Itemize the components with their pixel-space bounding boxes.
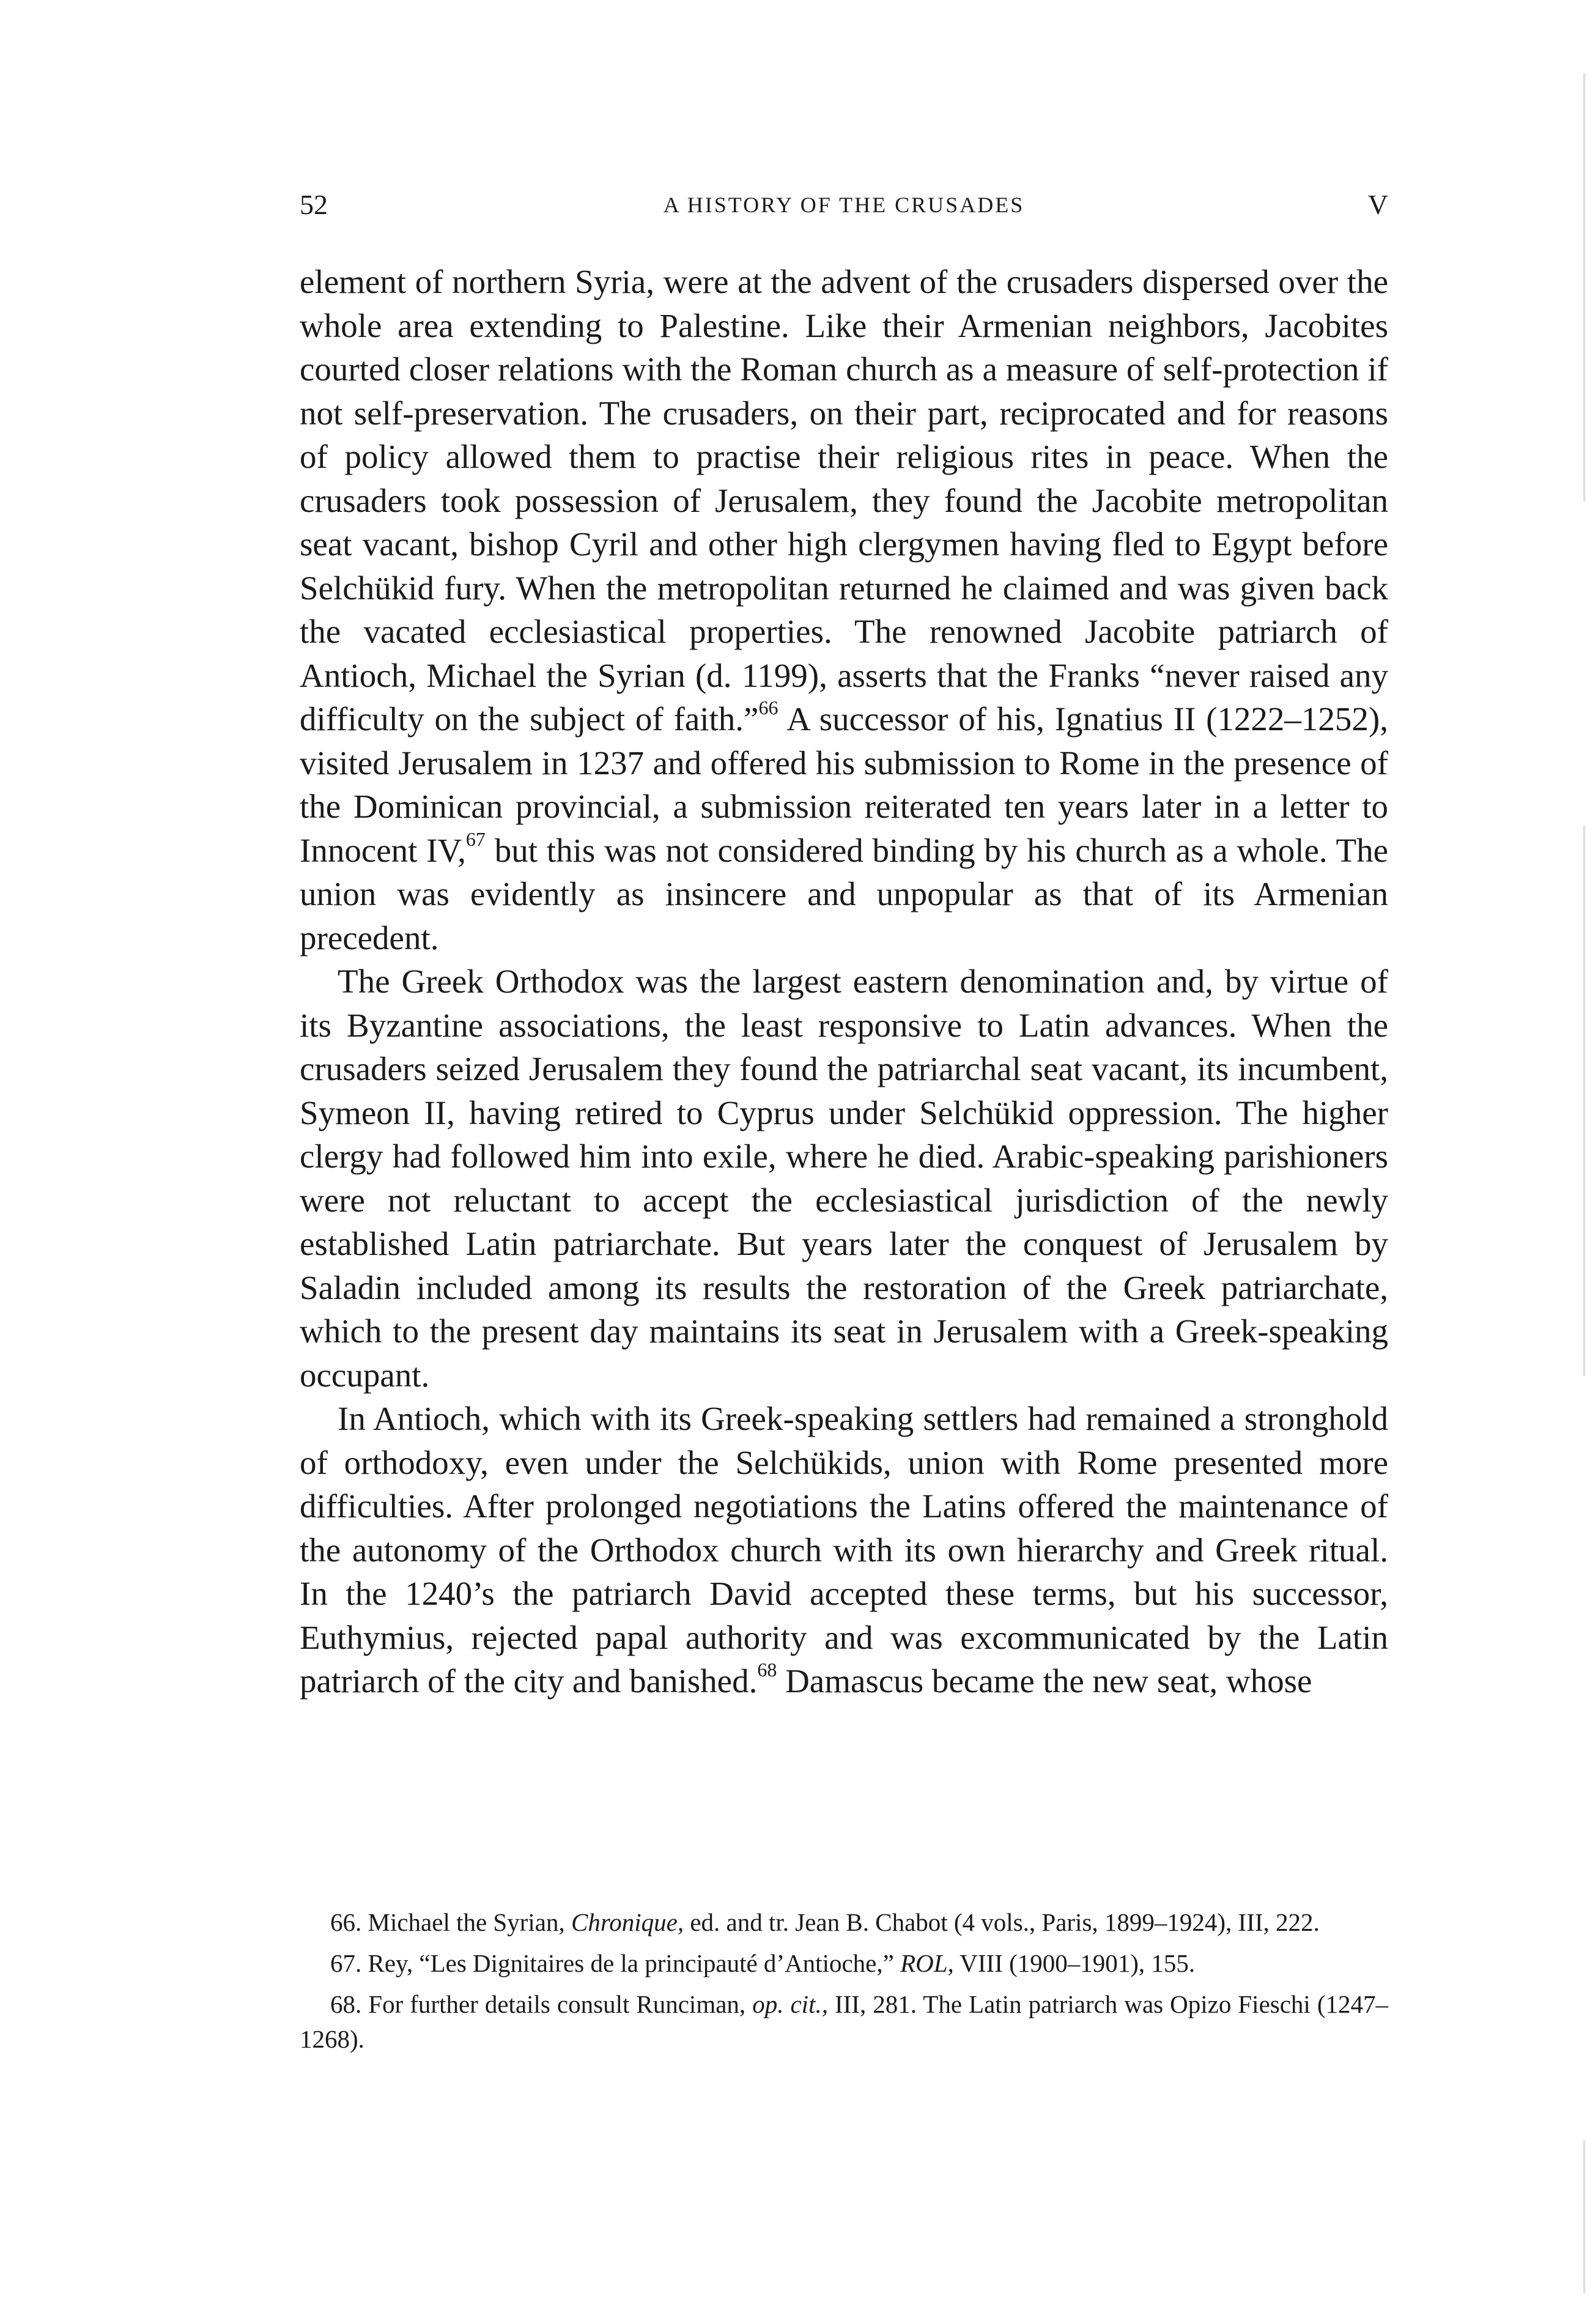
footnotes [300, 1905, 1388, 2057]
running-title: A HISTORY OF THE CRUSADES [663, 193, 1025, 217]
footnote-66-italic: Chronique, [571, 1908, 684, 1936]
paragraph-3-part-a: In Antioch, which with its Greek-speaking settlers had remained a stronghold of orthodoxy, even under the Selchükids, union with Rome presented more difficulties. After prolonged negotiations the Latins offered the maintenance of the autonomy of the Orthodox church with its own hierarchy and Greek ritual. In the 1240’s the patriarch David accepted these terms, but his successor, Euthymius, rejected papal authority and was excommunicated by the Latin patriarch of the city and banished. [300, 1400, 1388, 1700]
footnote-68 [300, 1987, 1388, 2057]
footnote-67-italic: ROL, [900, 1949, 954, 1977]
page-number: 52 [300, 189, 328, 220]
footnote-68-part-b: III, 281. The Latin patriarch was Opizo Fieschi (1247–1268). [300, 1990, 1388, 2053]
paragraph-1-part-c: but this was not considered binding by his church as a whole. The union was evidently as insincere and unpopular as that of its Armenian precedent. [300, 831, 1388, 957]
scan-edge-shadow [1583, 73, 1585, 501]
paragraph-1-part-a: element of northern Syria, were at the advent of the crusaders dispersed over the whole area extending to Palestine. Like their Armenian neighbors, Jacobites courted closer relations with the Roman church as a measure of self-protection if not self-preservation. The crusaders, on their part, reciprocated and for reasons of policy allowed them to practise their religious rites in peace. When the crusaders took possession of Jerusalem, they found the Jacobite metropolitan seat vacant, bishop Cyril and other high clergymen having fled to Egypt before Selchükid fury. When the metropolitan returned he claimed and was given back the vacated ecclesiastical properties. The renowned Jacobite patriarch of Antioch, Michael the Syrian (d. 1199), asserts that the Franks “never raised any difficulty on the subject of faith.” [300, 263, 1388, 738]
scan-edge-shadow [1583, 826, 1585, 1376]
footnote-66 [300, 1905, 1388, 1940]
chapter-number: V [1367, 189, 1388, 220]
footnote-66-part-a: 66. Michael the Syrian, [330, 1908, 571, 1936]
paragraph-3 [300, 1397, 1388, 1703]
body-text [300, 260, 1388, 1703]
paragraph-3-part-b: Damascus became the new seat, whose [777, 1662, 1312, 1700]
footnote-ref-66: 66 [758, 697, 778, 719]
paragraph-1-part-b: A successor of his, Ignatius II (1222–1252), visited Jerusalem in 1237 and offered his submission to Rome in the presence of the Dominican provincial, a submission reiterated ten years later in a letter to Innocent IV, [300, 700, 1388, 869]
footnote-67-part-a: 67. Rey, “Les Dignitaires de la principauté d’Antioche,” [330, 1949, 901, 1977]
footnote-66-part-b: ed. and tr. Jean B. Chabot (4 vols., Paris, 1899–1924), III, 222. [684, 1908, 1320, 1936]
paragraph-1 [300, 260, 1388, 960]
footnote-68-part-a: 68. For further details consult Runciman, [330, 1990, 753, 2018]
running-head [300, 187, 1388, 223]
footnote-67-part-b: VIII (1900–1901), 155. [953, 1949, 1196, 1977]
footnote-67 [300, 1946, 1388, 1981]
footnote-ref-68: 68 [757, 1659, 777, 1681]
footnote-ref-67: 67 [465, 827, 486, 850]
paragraph-2: The Greek Orthodox was the largest eastern denomination and, by virtue of its Byzantine associations, the least responsive to Latin advances. When the crusaders seized Jerusalem they found the patriarchal seat vacant, its incumbent, Symeon II, having retired to Cyprus under Selchükid oppression. The higher clergy had followed him into exile, where he died. Arabic-speaking parishioners were not reluctant to accept the ecclesiastical jurisdiction of the newly established Latin patriarchate. But years later the conquest of Jerusalem by Saladin included among its results the restoration of the Greek patriarchate, which to the present day maintains its seat in Jerusalem with a Greek-speaking occupant. [300, 963, 1388, 1394]
footnote-68-italic: op. cit., [752, 1990, 828, 2018]
scan-edge-shadow [1583, 2141, 1585, 2293]
